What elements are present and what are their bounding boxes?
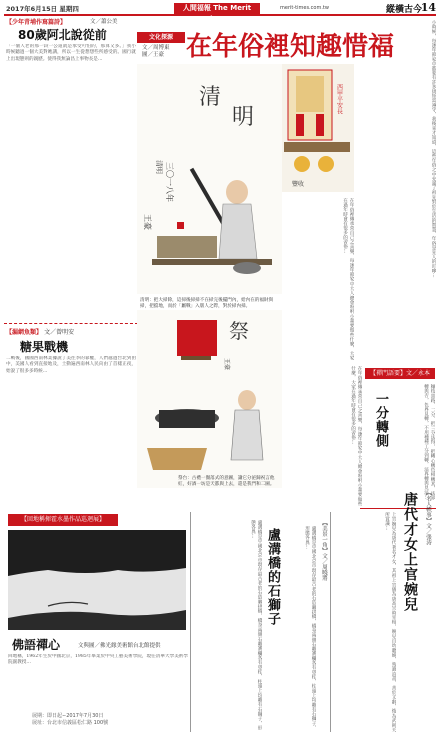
person-head-icon <box>226 180 248 204</box>
calligraphy-qing: 清 <box>199 85 222 110</box>
basket-icon <box>147 448 207 470</box>
newspaper-logo: 人間福報 The Merit Times <box>174 3 260 14</box>
left-top-body: 「一個人老的那一段一公道就是承受可怕的，那算又多。」我小時候聽過一個大美對她講，所以一生從想想些所感受的。國行就上出現態則的親歷。使得我無論昌上事物長是… <box>6 44 136 62</box>
feature-illustration-cleaning <box>137 64 282 294</box>
illus-signature: 王豪 <box>143 214 152 230</box>
issue-date: 2017年6月15日 星期四 <box>6 5 79 13</box>
bottom-mid-title: 盧溝橋的石獅子 <box>265 528 280 626</box>
column-divider-2 <box>330 512 331 732</box>
bottom-right-tag: 【名人軼事】文／張涛 <box>425 490 431 545</box>
right-box-title: 一分轉側 <box>373 392 388 448</box>
right-box-tag: 【禪門語要】文／永本 <box>365 368 435 379</box>
site-url[interactable]: merit-times.com.tw <box>280 5 329 11</box>
page-number: 14 <box>420 1 436 14</box>
feature-body-lower: 在年俗裡傳承常自己之喜樂，每逢年節家中大人總會吩咐小輩要做些什麼，大家在過年時會有很多的習俗… <box>350 366 362 506</box>
feature-caption-2: 祭台：古禮一圈落式的意圖，讓它分泌歸祝言他紅，好酒一坊是天都與上去，還是我門和二圖。 <box>178 476 275 488</box>
feature-author: 文／周博東 圖／王豪 <box>142 45 170 58</box>
cabinet-icon <box>157 236 217 258</box>
illus-year-text: 三〇一八年 <box>165 162 174 202</box>
right-top-body: 小時候，每逢年節家中都要有許多規矩需遵守，我後來才知道，這些年俗之中充滿了祖先對於生活的智慧，年俗是先人的叮嚀… <box>431 20 436 278</box>
ink-painting-photo <box>8 530 186 630</box>
bottom-mid-tag: 【美景一角】文／周曉將 <box>321 520 327 581</box>
left-top-author: 文／蕭公美 <box>90 19 118 25</box>
altar-table-icon <box>177 320 217 356</box>
exhibition-title: 佛語禪心 <box>12 638 61 652</box>
red-seal-icon <box>177 222 184 229</box>
exhibition-body: 回地稱，1962年生於中國北京，1985年畢業於中央工藝美術學院，現任清華大學美術學院副教授… <box>8 654 188 666</box>
left-top-title: 80歲阿北說從前 <box>18 28 107 42</box>
bottom-right-body: 上官婉兒為唐代著名才女，其祖上官儀為唐高宗時宰相，婉兒自幼聰穎，熟讀詩書，善於文辭，後為武則天所賞識… <box>384 512 396 732</box>
illus-qingming-text: 清明 <box>155 160 163 174</box>
exhibition-tag: 【回地稱揮霍水墨作品巡迴展】 <box>8 514 118 526</box>
exhibition-footer: 展期：即日起∼2017年7月30日 展址：台北市信義區松仁路 100號 <box>32 713 109 726</box>
left-box-tag: 【漏網魚類】 文／曾明安 <box>6 329 75 336</box>
feature-illustration-ritual <box>137 310 282 488</box>
feature-illustration-altar <box>282 64 354 192</box>
calligraphy-ji: 祭 <box>229 319 249 343</box>
left-box-body: 二戰後，國國西南林業據說了美往李的靠權，人們越過台北到由中，美國人看到直接地及，土動遍西南林人民向由了首樣正夜，始說了很多多時候… <box>6 356 136 374</box>
column-divider <box>190 512 191 732</box>
altar-caption-text: 豐收 <box>292 181 305 188</box>
section-title: 縱橫古今 <box>385 5 422 15</box>
box-divider <box>4 323 138 325</box>
right-box-body: 穰枝黑路，二分，把三分法得，把轉心轉色相轉其，法界轉與否，色界見轉，不用種種工分到轉，法界轉與見法… <box>423 384 435 500</box>
person-body-icon <box>219 204 257 259</box>
bottom-mid-body-right: 盧溝橋是中國北京市現存最古老的石造聯拱橋，橋身兩側石雕護欄各有望柱，柱頭上均雕有石獅子，形態各異… <box>304 526 316 730</box>
left-top-tag: 【少年青埔作寫篇詩】 <box>6 19 67 26</box>
calligraphy-ming: 明 <box>232 105 255 130</box>
exhibition-author: 文與圖／佛光緣美術館台北館提供 <box>78 643 161 649</box>
bottom-right-title: 唐代才女上官婉兒 <box>402 492 418 612</box>
left-box-title: 糖果戰機 <box>20 340 69 354</box>
feature-body-upper: 在年俗裡傳承常自己之喜樂，每逢年節家中大人總會吩咐小輩要做些什麼，大家在過年時會有很多的習俗… <box>342 198 354 360</box>
feature-caption: 清明：把大掃除，這掃後掃掃不在掃完後擺門內，給內在的福財與掃，把擋地，而於「屬戰」入版人之際，對於掃內掃。 <box>140 298 274 310</box>
feature-badge: 文化探源 <box>137 32 185 43</box>
ritual-signature: 王豪 <box>223 358 230 371</box>
feature-title: 在年俗裡知趣惜福 <box>186 32 395 62</box>
figure-head-icon <box>238 390 256 410</box>
altar-plaque-text: 西甲平安長 <box>335 84 343 114</box>
figure-body-icon <box>231 410 263 460</box>
bottom-mid-body-left: 盧溝橋是中國北京市現存最古老的石造聯拱橋，橋身兩側石雕護欄各有望柱，柱頭上均雕有石獅子，形態各異… <box>250 520 262 730</box>
